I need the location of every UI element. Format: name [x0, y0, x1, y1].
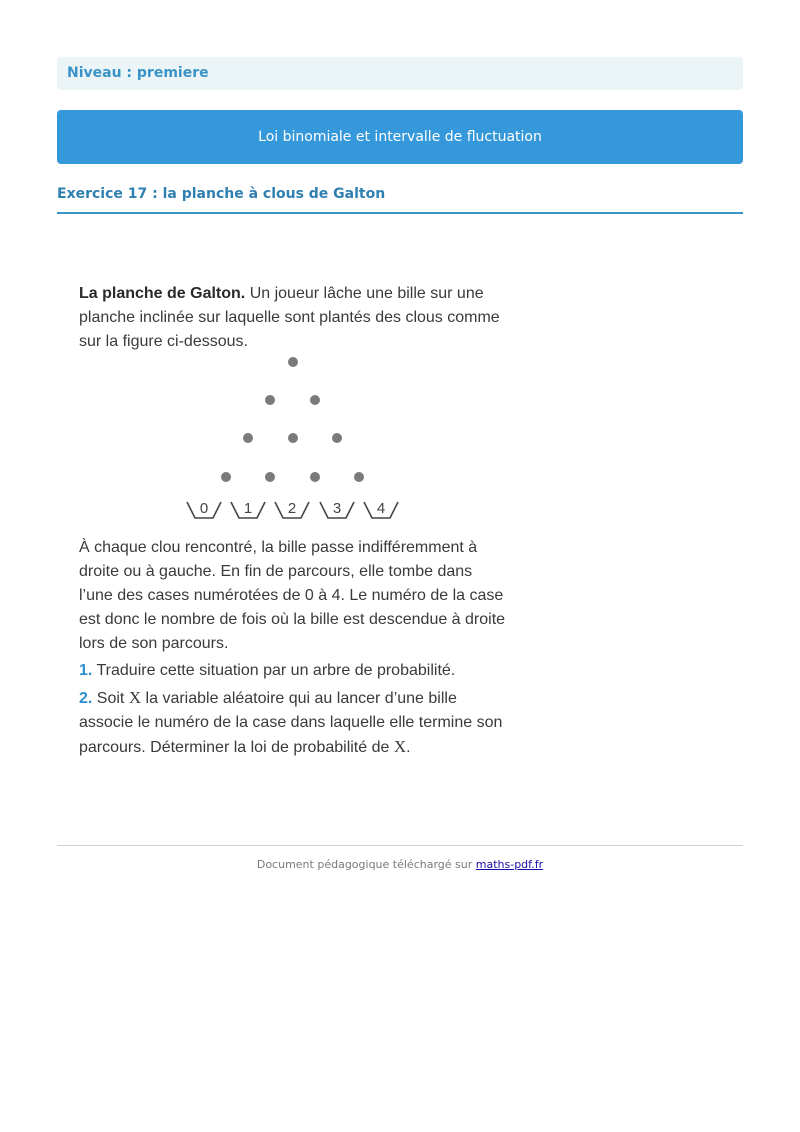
chapter-banner [57, 110, 743, 164]
galton-board-figure [176, 352, 416, 530]
footer-divider [57, 845, 743, 846]
question-number: 2. [79, 690, 93, 707]
question-number: 1. [79, 662, 93, 679]
bin-4 [362, 500, 400, 522]
rules-paragraph: À chaque clou rencontré, la bille passe indifféremment à droite ou à gauche. En fin de parcours, elle tombe dans l’une des cases numérotées de 0 à 4. Le numéro de la case est donc le nombre de fois où la bille est descendue à droite lors de son parcours. [79, 539, 506, 652]
exercise-body [79, 536, 509, 760]
question-text: la variable aléatoire qui au lancer d’une bille associe le numéro de la case dans laquelle elle termine son parcours. Déterminer la loi de probabilité de [79, 690, 503, 756]
bin-2 [273, 500, 311, 522]
exercise-title-divider [57, 212, 743, 214]
bin-label: 0 [199, 500, 209, 517]
bin-label: 1 [243, 500, 253, 517]
nail-dot [354, 472, 364, 482]
variable-x: X [128, 688, 142, 707]
footer-link[interactable]: maths-pdf.fr [475, 858, 544, 871]
question-2 [79, 686, 509, 760]
nail-dot [221, 472, 231, 482]
bin-label: 2 [287, 500, 297, 517]
exercise-intro [79, 282, 509, 354]
nail-dot [243, 433, 253, 443]
bin-label: 4 [376, 500, 386, 517]
nail-dot [265, 472, 275, 482]
question-1 [79, 659, 509, 683]
bin-0 [185, 500, 223, 522]
intro-text: Un joueur lâche une bille sur une planche inclinée sur laquelle sont plantés des clous comme sur la figure ci-dessous. [79, 285, 500, 350]
nail-dot [310, 395, 320, 405]
exercise-title: Exercice 17 : la planche à clous de Galton [57, 186, 386, 202]
bin-1 [229, 500, 267, 522]
footer-text: Document pédagogique téléchargé sur [256, 858, 476, 871]
intro-paragraph [79, 282, 509, 354]
nail-dot [265, 395, 275, 405]
nail-dot [332, 433, 342, 443]
bin-3 [318, 500, 356, 522]
bin-label: 3 [332, 500, 342, 517]
chapter-title: Loi binomiale et intervalle de fluctuation [258, 129, 542, 145]
nail-dot [288, 433, 298, 443]
question-text: Soit [92, 690, 129, 707]
nail-dot [288, 357, 298, 367]
question-text: Traduire cette situation par un arbre de probabilité. [92, 662, 456, 679]
nail-dot [310, 472, 320, 482]
question-end: . [406, 739, 411, 756]
footer [57, 858, 743, 871]
variable-x: X [393, 737, 407, 756]
level-label: Niveau : premiere [57, 57, 743, 90]
intro-bold: La planche de Galton. [79, 285, 246, 302]
